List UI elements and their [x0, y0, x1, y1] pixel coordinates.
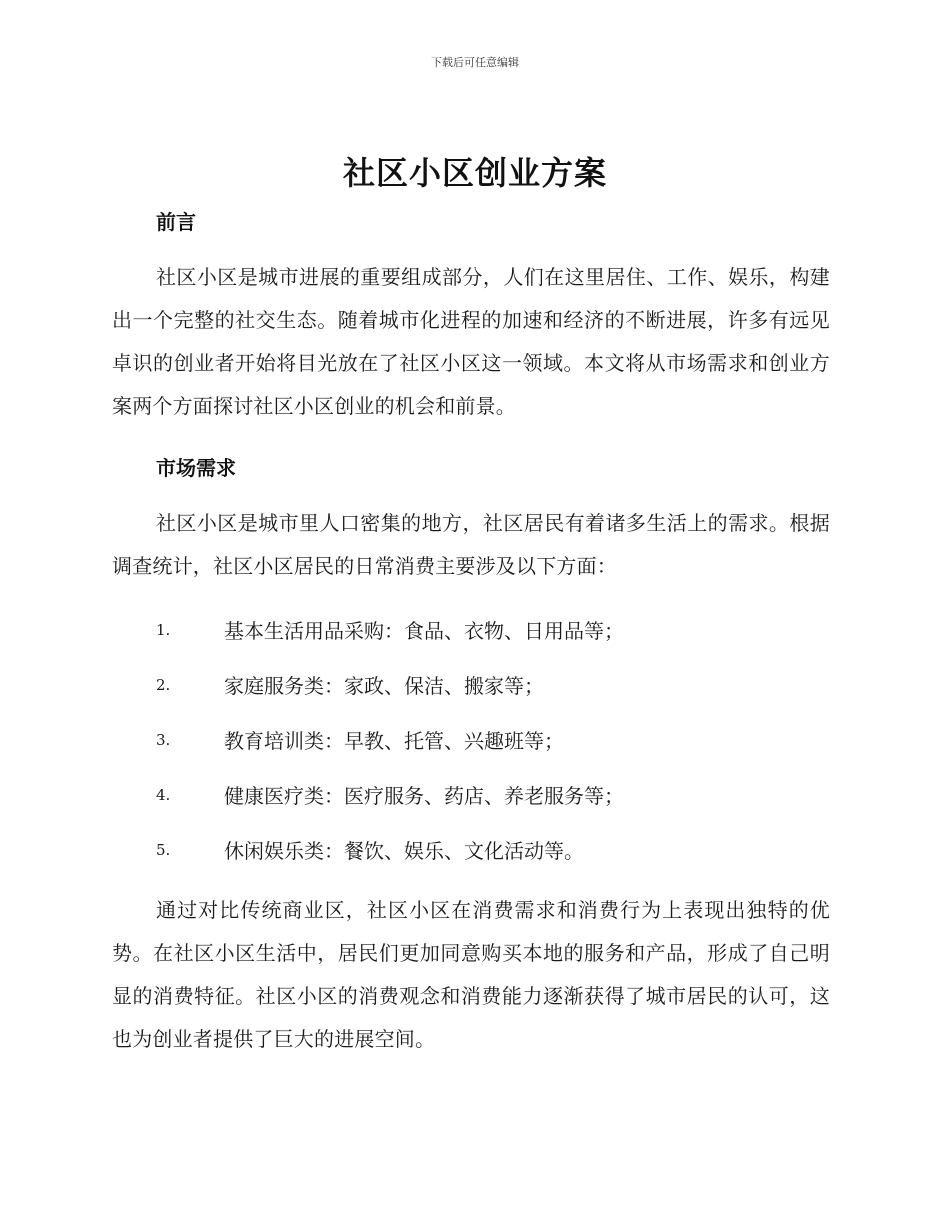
- list-item: [112, 822, 830, 877]
- document-body: [112, 200, 830, 1061]
- page-title: 社区小区创业方案: [342, 154, 607, 192]
- list-item-number: 5.: [156, 840, 171, 859]
- market-conclusion-paragraph: 通过对比传统商业区，社区小区在消费需求和消费行为上表现出独特的优势。在社区小区生活中，居民们更加同意购买本地的服务和产品，形成了自己明显的消费特征。社区小区的消费观念和消费能力逐渐获得了城市居民的认可，这也为创业者提供了巨大的进展空间。: [112, 898, 830, 1051]
- list-item-number: 4.: [156, 785, 171, 804]
- section-heading-preface: 前言: [156, 210, 196, 234]
- list-item-number: 1.: [156, 620, 171, 639]
- list-item-text: 基本生活用品采购：食品、衣物、日用品等；: [224, 619, 624, 643]
- list-item-number: 3.: [156, 730, 171, 749]
- preface-paragraph: 社区小区是城市进展的重要组成部分，人们在这里居住、工作、娱乐，构建出一个完整的社交生态。随着城市化进程的加速和经济的不断进展，许多有远见卓识的创业者开始将目光放在了社区小区这一领域。本文将从市场需求和创业方案两个方面探讨社区小区创业的机会和前景。: [112, 265, 830, 418]
- demand-list: [112, 602, 830, 877]
- list-item: [112, 657, 830, 712]
- market-intro-paragraph: 社区小区是城市里人口密集的地方，社区居民有着诸多生活上的需求。根据调查统计，社区小区居民的日常消费主要涉及以下方面：: [112, 511, 830, 578]
- list-item: [112, 767, 830, 822]
- section-heading-market-demand: 市场需求: [156, 456, 236, 480]
- list-item-text: 休闲娱乐类：餐饮、娱乐、文化活动等。: [224, 839, 584, 863]
- list-item: [112, 712, 830, 767]
- list-item-text: 健康医疗类：医疗服务、药店、养老服务等；: [224, 784, 624, 808]
- list-item: [112, 602, 830, 657]
- list-item-number: 2.: [156, 675, 171, 694]
- list-item-text: 家庭服务类：家政、保洁、搬家等；: [224, 674, 544, 698]
- list-item-text: 教育培训类：早教、托管、兴趣班等；: [224, 729, 564, 753]
- header-note: 下载后可任意编辑: [431, 56, 519, 69]
